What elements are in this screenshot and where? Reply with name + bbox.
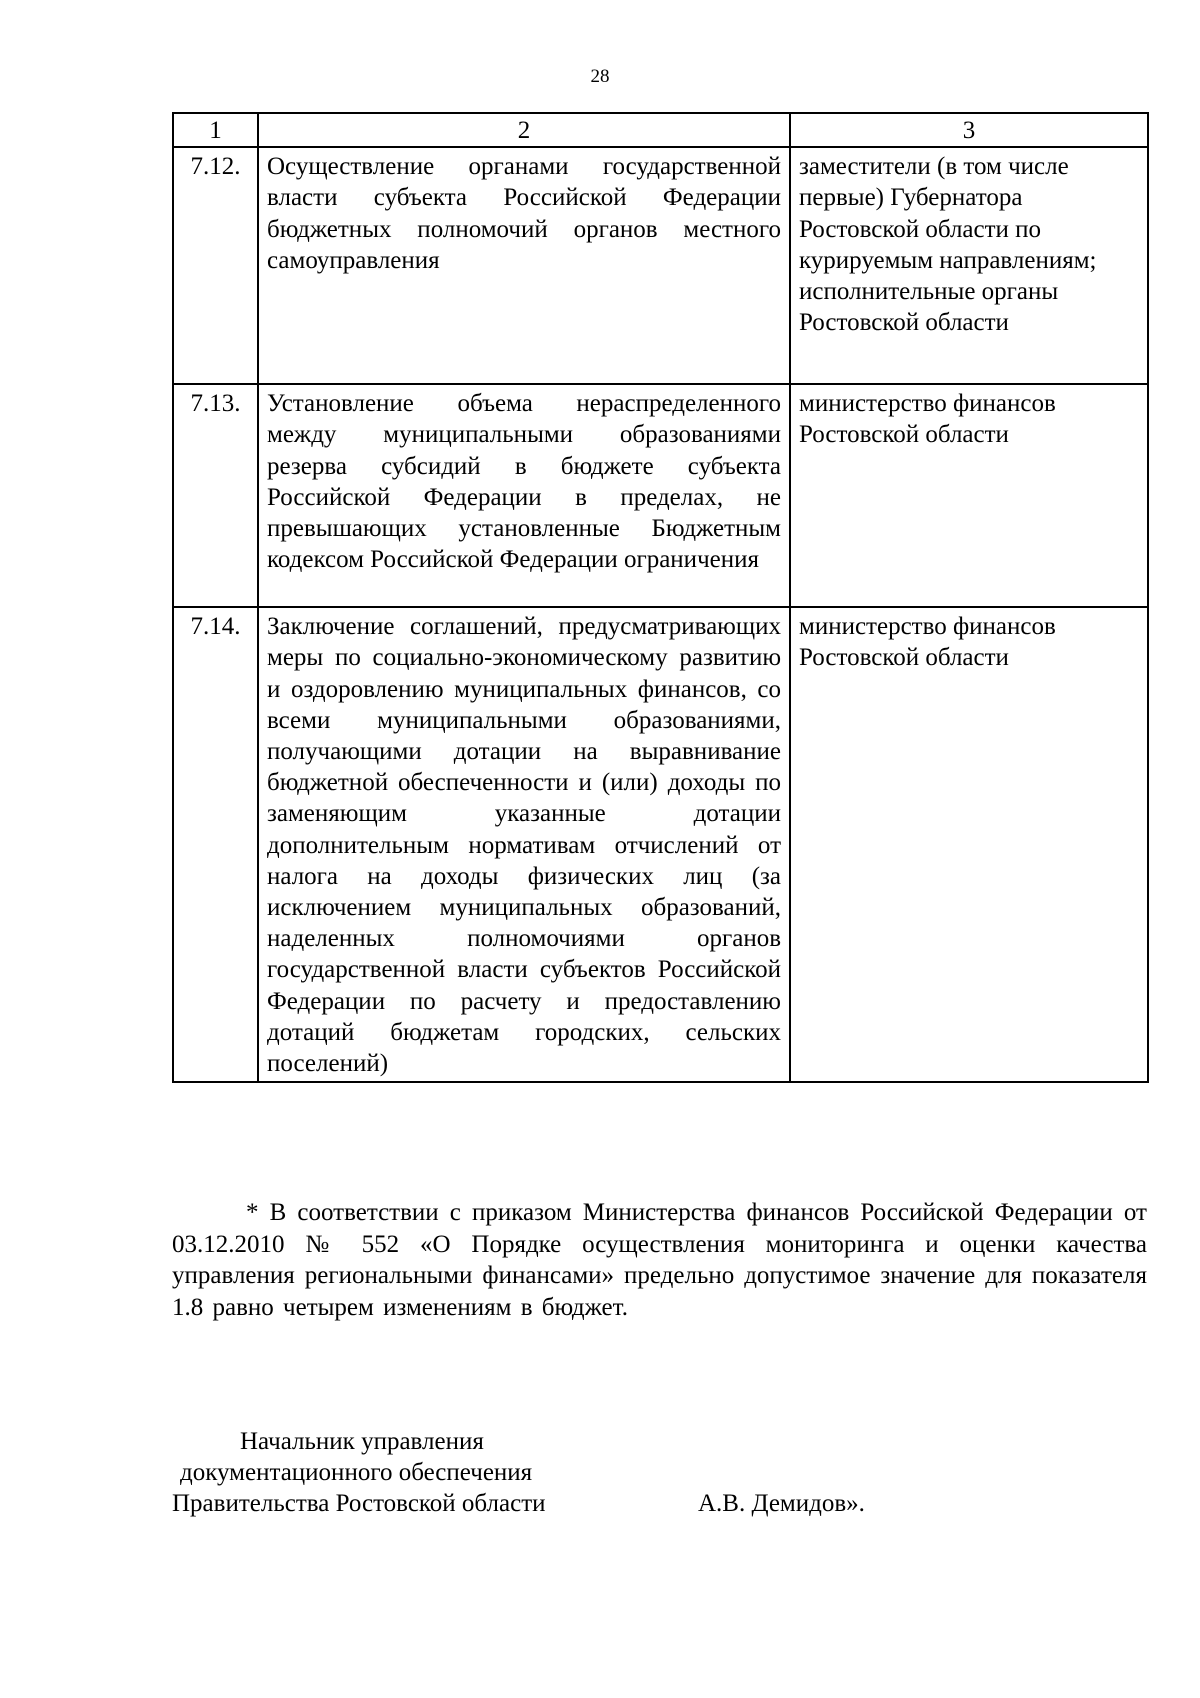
column-number-3: 3 xyxy=(790,113,1148,147)
column-number-1: 1 xyxy=(173,113,258,147)
table-row xyxy=(173,607,1148,1082)
signatory-name: А.В. Демидов». xyxy=(698,1490,865,1517)
row-description: Установление объема нераспределенного между муниципальными образованиями резерва субсидий в бюджете субъекта Российской Федерации в пределах, не превышающих установленные Бюджетным кодексом Российской Федерации ограничения xyxy=(258,384,790,607)
row-responsible: министерство финансов Ростовской области xyxy=(790,384,1148,607)
row-number: 7.12. xyxy=(173,147,258,384)
row-responsible: министерство финансов Ростовской области xyxy=(790,607,1148,1082)
signatory-title-line-3: Правительства Ростовской области xyxy=(172,1490,546,1517)
row-responsible: заместители (в том числе первые) Губернатора Ростовской области по курируемым направлениям; исполнительные органы Ростовской области xyxy=(790,147,1148,384)
measures-table xyxy=(172,112,1149,1083)
column-number-2: 2 xyxy=(258,113,790,147)
table-row xyxy=(173,384,1148,607)
signatory-title-line-2: документационного обеспечения xyxy=(180,1459,533,1486)
page-number: 28 xyxy=(590,66,610,87)
table-row xyxy=(173,147,1148,384)
row-number: 7.13. xyxy=(173,384,258,607)
row-number: 7.14. xyxy=(173,607,258,1082)
signatory-title-line-1: Начальник управления xyxy=(240,1428,484,1455)
row-description: Осуществление органами государственной власти субъекта Российской Федерации бюджетных полномочий органов местного самоуправления xyxy=(258,147,790,384)
row-description: Заключение соглашений, предусматривающих меры по социально-экономическому развитию и оздоровлению муниципальных финансов, со всеми муниципальными образованиями, получающими дотации на выравнивание бюджетной обеспеченности и (или) доходы по заменяющим указанные дотации дополнительным нормативам отчислений от налога на доходы физических лиц (за исключением муниципальных образований, наделенных полномочиями органов государственной власти субъектов Российской Федерации по расчету и предоставлению дотаций бюджетам городских, сельских поселений) xyxy=(258,607,790,1082)
table-header-row xyxy=(173,113,1148,147)
footnote: * В соответствии с приказом Министерства финансов Российской Федерации от 03.12.2010 № 552 «О Порядке осуществления мониторинга и оценки качества управления региональными финансами» предельно допустимое значение для показателя 1.8 равно четырем изменениям в бюджет. xyxy=(172,1199,1147,1321)
